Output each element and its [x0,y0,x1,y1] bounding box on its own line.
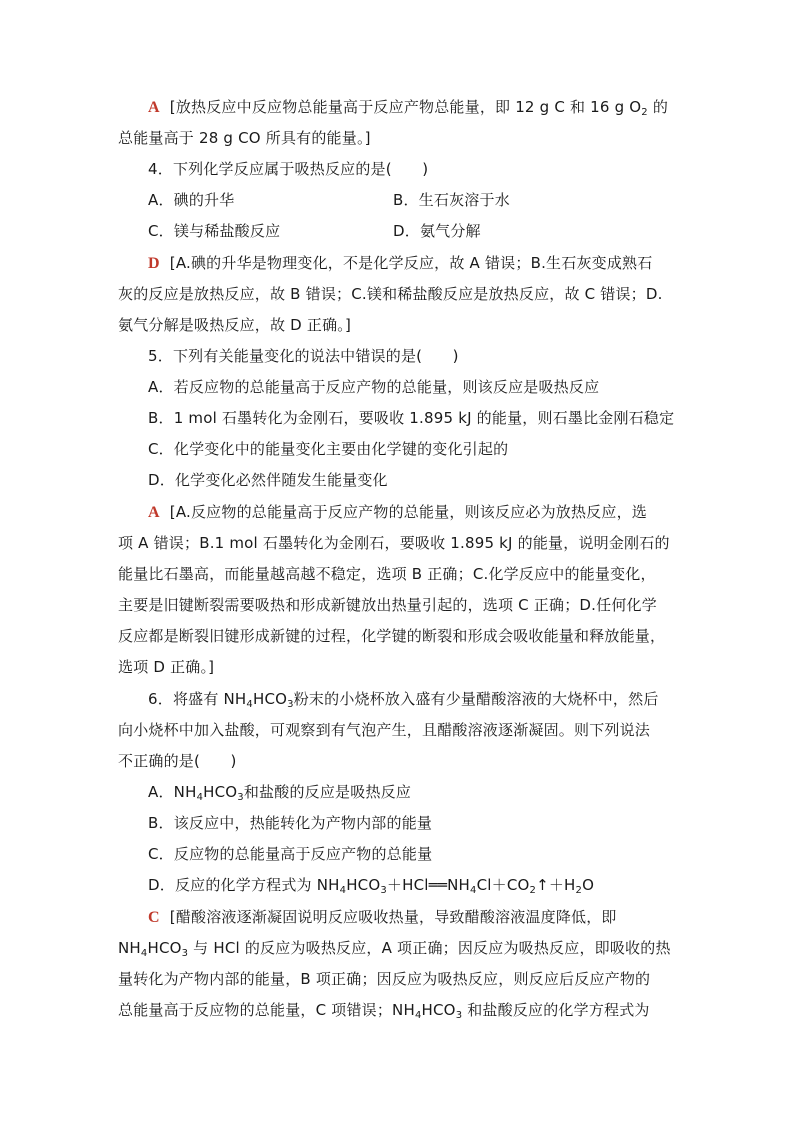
q6-answer-line-4: 总能量高于反应物的总能量，C 项错误；$NH_4HCO_3$ 和盐酸反应的化学方程式为 [118,1001,650,1021]
q4-option-d: D．氨气分解 [393,222,481,240]
q6-answer-line-3: 量转化为产物内部的能量，B 项正确；因反应为吸热反应，则反应后反应产物的 [118,970,651,988]
q4-answer-line-1: D [A.碘的升华是物理变化，不是化学反应，故 A 错误；B.生石灰变成熟石 [148,254,653,272]
question-6-stem-line-2: 向小烧杯中加入盐酸，可观察到有气泡产生，且醋酸溶液逐渐凝固。则下列说法 [118,721,651,739]
q5-answer-line-2: 项 A 错误；B.1 mol 石墨转化为金刚石，要吸收 1.895 kJ 的能量，说明金刚石的 [118,534,670,552]
answer-letter: A [148,99,160,116]
answer-letter: A [148,504,160,521]
q6-answer-line-2: $NH_4HCO_3$ 与 HCl 的反应为吸热反应，A 项正确；因反应为吸热反应，即吸收的热 [118,939,671,959]
q5-option-d: D．化学变化必然伴随发生能量变化 [148,471,388,489]
q4-options-row-1 [148,190,708,210]
question-4-stem: 4．下列化学反应属于吸热反应的是( ) [148,160,429,178]
q6-answer-line-1: C [醋酸溶液逐渐凝固说明反应吸收热量，导致醋酸溶液温度降低，即 [148,908,617,926]
q4-option-a: A．碘的升华 [148,191,235,209]
q6-option-d: D．反应的化学方程式为 $NH_4HCO_3+HCl══NH_4Cl+CO_2↑+H_2O$ [148,876,595,896]
q6-option-c: C．反应物的总能量高于反应产物的总能量 [148,845,433,863]
q6-option-b: B．该反应中，热能转化为产物内部的能量 [148,814,433,832]
answer-letter: D [148,255,160,272]
q3-answer-line-1: A [放热反应中反应物总能量高于反应产物总能量，即 12 g C 和 16 g $O_2$ 的 [148,98,669,118]
q5-answer-line-3: 能量比石墨高，而能量越高越不稳定，选项 B 正确；C.化学反应中的能量变化， [118,565,656,583]
q5-answer-line-1: A [A.反应物的总能量高于反应产物的总能量，则该反应必为放热反应，选 [148,503,647,521]
q4-answer-line-3: 氨气分解是吸热反应，故 D 正确。] [118,316,352,334]
q3-answer-line-2: 总能量高于 28 g CO 所具有的能量。] [118,129,371,147]
q5-answer-line-6: 选项 D 正确。] [118,658,215,676]
q5-option-c: C．化学变化中的能量变化主要由化学键的变化引起的 [148,440,509,458]
answer-letter: C [148,909,160,926]
q4-option-c: C．镁与稀盐酸反应 [148,222,281,240]
question-6-stem-line-3: 不正确的是( ) [118,752,237,770]
q5-answer-line-5: 反应都是断裂旧键形成新键的过程，化学键的断裂和形成会吸收能量和释放能量， [118,627,666,645]
q5-option-a: A．若反应物的总能量高于反应产物的总能量，则该反应是吸热反应 [148,378,600,396]
q4-answer-line-2: 灰的反应是放热反应，故 B 错误；C.镁和稀盐酸反应是放热反应，故 C 错误；D. [118,285,663,303]
q4-options-row-2 [148,221,708,241]
question-5-stem: 5．下列有关能量变化的说法中错误的是( ) [148,347,459,365]
q6-option-a: A．$NH_4HCO_3$和盐酸的反应是吸热反应 [148,783,412,803]
question-6-stem-line-1: 6．将盛有 $NH_4HCO_3$粉末的小烧杯放入盛有少量醋酸溶液的大烧杯中，然后 [148,690,659,710]
q5-answer-line-4: 主要是旧键断裂需要吸热和形成新键放出热量引起的，选项 C 正确；D.任何化学 [118,596,657,614]
q5-option-b: B．1 mol 石墨转化为金刚石，要吸收 1.895 kJ 的能量，则石墨比金刚石稳定 [148,409,675,427]
q4-option-b: B．生石灰溶于水 [393,191,510,209]
